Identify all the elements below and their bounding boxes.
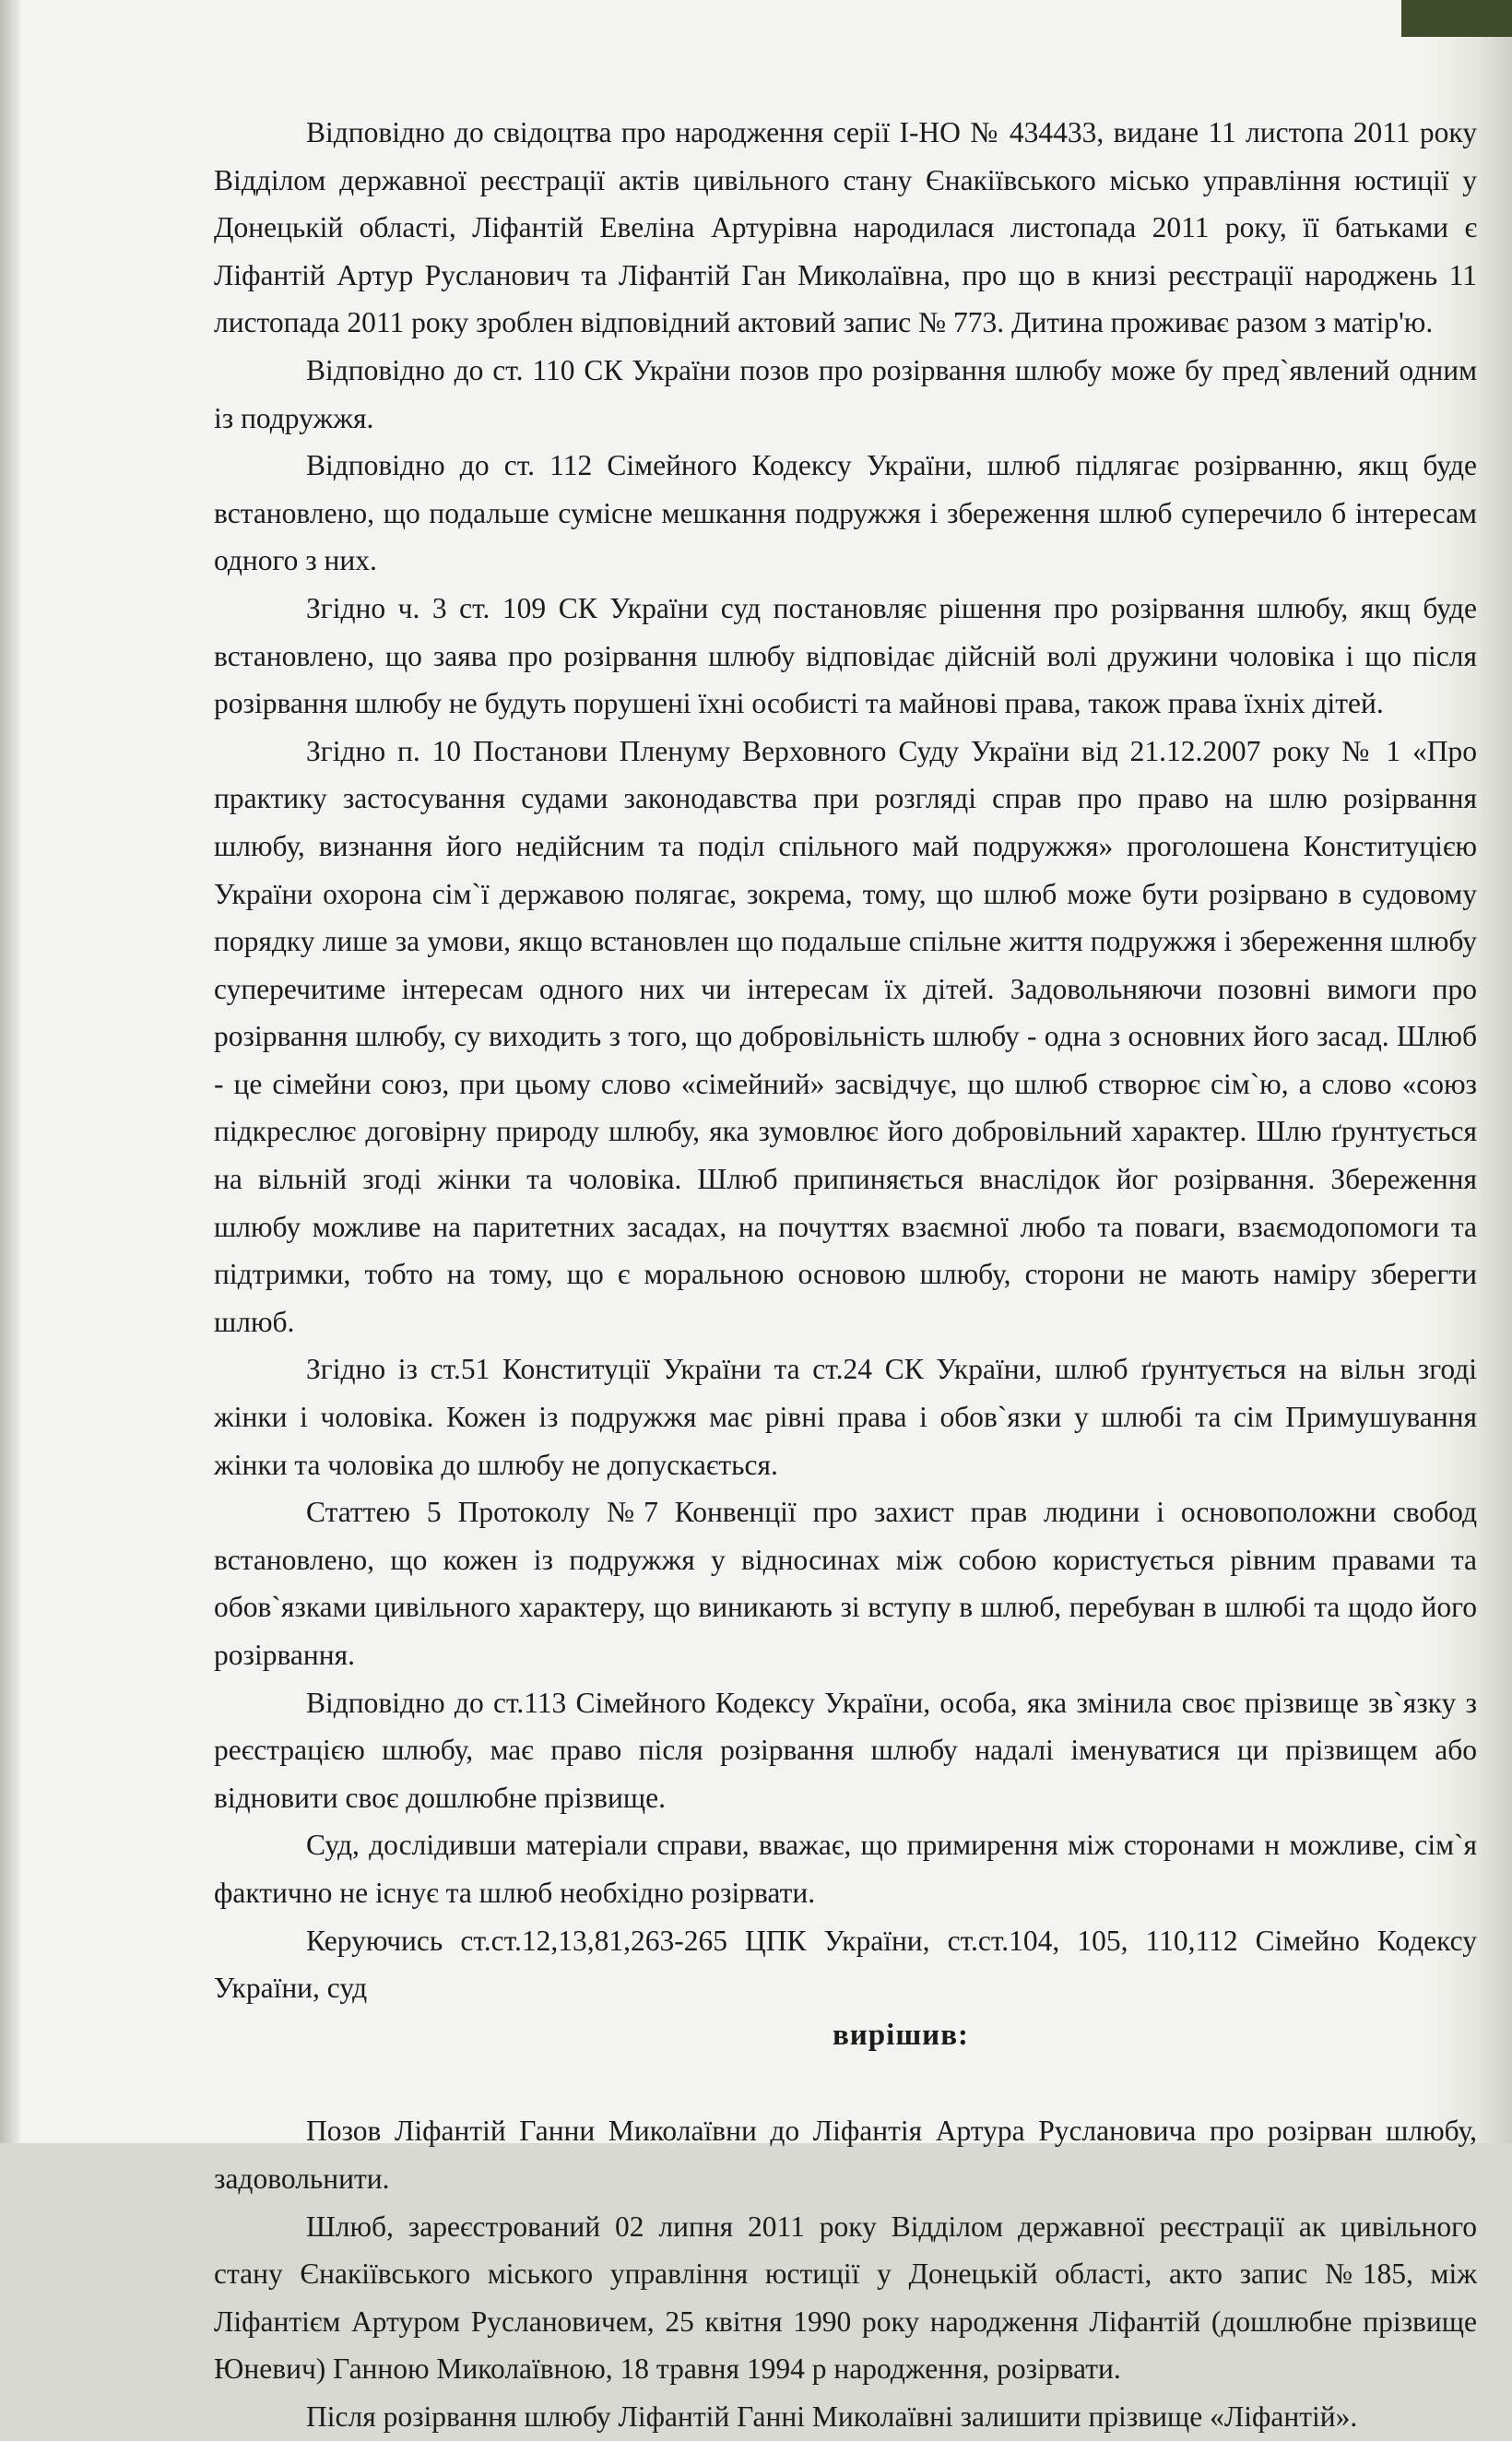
document-body bbox=[214, 109, 1477, 2441]
paragraph-court-finding: Суд, дослідивши матеріали справи, вважає, що примирення між сторонами н можливе, сім`я фактично не існує та шлюб необхідно розірвати. bbox=[214, 1829, 1477, 1909]
paragraph-birth-certificate: Відповідно до свідоцтва про народження серії І-НО № 434433, видане 11 листопа 2011 року Відділом державної реєстрації актів цивільного стану Єнакіївського місько управління юстиції у Донецькій області, Ліфантій Евеліна Артурівна народилася листопада 2011 року, її батьками є Ліфантій Артур Русланович та Ліфантій Ган Миколаївна, про що в книзі реєстрації народжень 11 листопада 2011 року зроблен відповідний актовий запис № 773. Дитина проживає разом з матір'ю. bbox=[214, 116, 1477, 339]
paragraph-marriage-dissolved: Шлюб, зареєстрований 02 липня 2011 року Відділом державної реєстрації ак цивільного стану Єнакіївського міського управління юстиції у Донецькій області, акто запис №185, між Ліфантієм Артуром Руслановичем, 25 квітня 1990 року народження Ліфантій (дошлюбне прізвище Юневич) Ганною Миколаївною, 18 травня 1994 р народження, розірвати. bbox=[214, 2210, 1477, 2386]
paragraph-plenum: Згідно п. 10 Постанови Пленуму Верховного Суду України від 21.12.2007 року № 1 «Про практику застосування судами законодавства при розгляді справ про право на шлю розірвання шлюбу, визнання його недійсним та поділ спільного май подружжя» проголошена Конституцією України охорона сім`ї державою полягає, зокрема, тому, що шлюб може бути розірвано в судовому порядку лише за умови, якщо встановлен що подальше спільне життя подружжя і збереження шлюбу суперечитиме інтересам одного них чи інтересам їх дітей. Задовольняючи позовні вимоги про розірвання шлюбу, су виходить з того, що добровільність шлюбу - одна з основних його засад. Шлюб - це сімейни союз, при цьому слово «сімейний» засвідчує, що шлюб створює сім`ю, а слово «союз підкреслює договірну природу шлюбу, яка зумовлює його добровільний характер. Шлю ґрунтується на вільній згоді жінки та чоловіка. Шлюб припиняється внаслідок йог розірвання. Збереження шлюбу можливе на паритетних засадах, на почуттях взаємної любо та поваги, взаємодопомоги та підтримки, тобто на тому, що є моральною основою шлюбу, сторони не мають наміру зберегти шлюб. bbox=[214, 734, 1477, 1338]
paragraph-protocol-7: Статтею 5 Протоколу №7 Конвенції про захист прав людини і основоположни свобод встановлено, що кожен із подружжя у відносинах між собою користується рівним правами та обов`язками цивільного характеру, що виникають зі вступу в шлюб, перебуван в шлюбі та щодо його розірвання. bbox=[214, 1496, 1477, 1671]
scan-left-edge bbox=[0, 0, 20, 2143]
paragraph-constitution-51: Згідно із ст.51 Конституції України та ст.24 СК України, шлюб ґрунтується на вільн згоді жінки і чоловіка. Кожен із подружжя має рівні права і обов`язки у шлюбі та сім Примушування жінки та чоловіка до шлюбу не допускається. bbox=[214, 1353, 1477, 1481]
scan-top-corner bbox=[1401, 0, 1512, 37]
paragraph-art-110: Відповідно до ст. 110 СК України позов про розірвання шлюбу може бу пред`явлений одним із подружжя. bbox=[214, 353, 1477, 434]
paragraph-surname: Після розірвання шлюбу Ліфантій Ганні Миколаївні залишити прізвище «Ліфантій». bbox=[306, 2400, 1358, 2433]
spacer bbox=[214, 2059, 1477, 2107]
paragraph-art-109: Згідно ч. 3 ст. 109 СК України суд постановляє рішення про розірвання шлюбу, якщ буде встановлено, що заява про розірвання шлюбу відповідає дійсній волі дружини чоловіка і що після розірвання шлюбу не будуть порушені їхні особисті та майнові права, також права їхніх дітей. bbox=[214, 591, 1477, 720]
decision-heading: вирішив: bbox=[832, 2018, 970, 2052]
paragraph-claim-granted: Позов Ліфантій Ганни Миколаївни до Ліфантія Артура Руслановича про розірван шлюбу, задовольнити. bbox=[214, 2115, 1477, 2195]
paragraph-guided-by: Керуючись ст.ст.12,13,81,263-265 ЦПК України, ст.ст.104, 105, 110,112 Сімейно Кодексу України, суд bbox=[214, 1924, 1477, 2005]
paragraph-art-113: Відповідно до ст.113 Сімейного Кодексу України, особа, яка змінила своє прізвище зв`язку з реєстрацією шлюбу, має право після розірвання шлюбу надалі іменуватися ци прізвищем або відновити своє дошлюбне прізвище. bbox=[214, 1686, 1477, 1814]
paragraph-art-112: Відповідно до ст. 112 Сімейного Кодексу України, шлюб підлягає розірванню, якщ буде встановлено, що подальше сумісне мешкання подружжя і збереження шлюб суперечило б інтересам одного з них. bbox=[214, 449, 1477, 577]
